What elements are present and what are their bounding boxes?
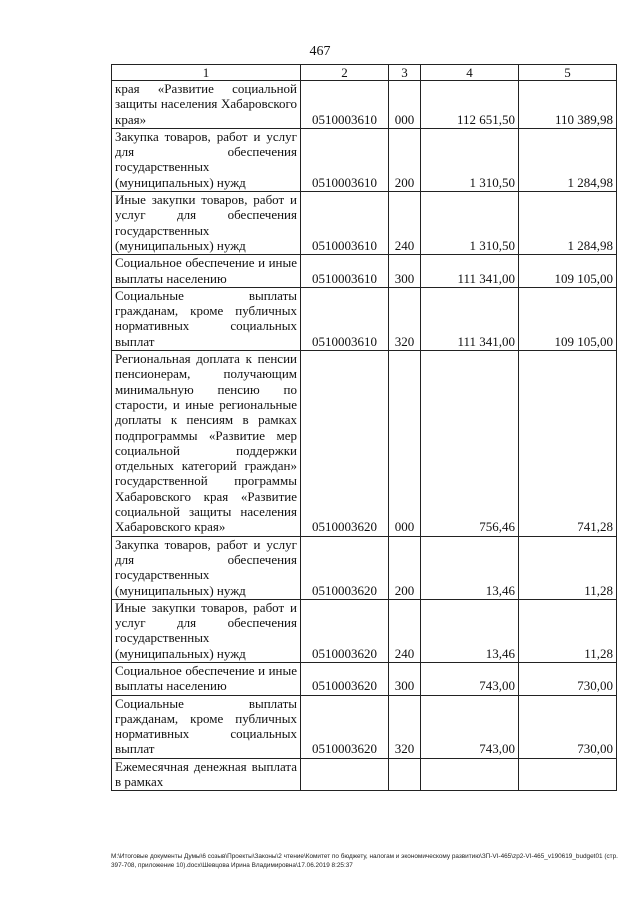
table-row xyxy=(112,255,617,288)
document-file-path: M:\Итоговые документы Думы\6 созыв\Проекты\Законы\2 чтение\Комитет по бюджету, налогам и экономическому развитию\ЗП-VI-465\zp2-VI-465_v190619_budget01 (стр.397-708, приложение 10).docx\Шевцова Ирина Владимировна\17.06.2019 8:25:37 xyxy=(111,853,618,869)
row-value-2020: 11,28 xyxy=(519,536,617,599)
row-code xyxy=(301,758,389,791)
row-code: 0510003620 xyxy=(301,536,389,599)
table-row xyxy=(112,758,617,791)
row-value-2019: 112 651,50 xyxy=(421,81,519,129)
row-name: Иные закупки товаров, работ и услуг для обеспечения государственных (муниципальных) нужд xyxy=(112,599,301,662)
row-expense-type: 320 xyxy=(389,695,421,758)
table-row xyxy=(112,536,617,599)
row-value-2019 xyxy=(421,758,519,791)
row-name: Социальные выплаты гражданам, кроме публичных нормативных социальных выплат xyxy=(112,695,301,758)
row-name: Социальное обеспечение и иные выплаты населению xyxy=(112,662,301,695)
table-row xyxy=(112,351,617,537)
row-name: края «Развитие социальной защиты населения Хабаровского края» xyxy=(112,81,301,129)
row-name: Иные закупки товаров, работ и услуг для обеспечения государственных (муниципальных) нужд xyxy=(112,192,301,255)
row-expense-type: 300 xyxy=(389,255,421,288)
row-value-2020: 110 389,98 xyxy=(519,81,617,129)
row-name: Ежемесячная денежная выплата в рамках xyxy=(112,758,301,791)
row-value-2020: 1 284,98 xyxy=(519,192,617,255)
row-value-2020: 109 105,00 xyxy=(519,287,617,350)
row-value-2020: 730,00 xyxy=(519,695,617,758)
row-value-2019: 743,00 xyxy=(421,662,519,695)
row-code: 0510003620 xyxy=(301,351,389,537)
row-expense-type: 000 xyxy=(389,351,421,537)
row-code: 0510003620 xyxy=(301,695,389,758)
row-value-2020: 1 284,98 xyxy=(519,128,617,191)
table-row xyxy=(112,287,617,350)
table-row xyxy=(112,128,617,191)
row-code: 0510003610 xyxy=(301,255,389,288)
column-header: 2 xyxy=(301,65,389,81)
row-name: Социальные выплаты гражданам, кроме публичных нормативных социальных выплат xyxy=(112,287,301,350)
row-code: 0510003610 xyxy=(301,287,389,350)
column-header: 3 xyxy=(389,65,421,81)
row-expense-type xyxy=(389,758,421,791)
row-value-2019: 1 310,50 xyxy=(421,192,519,255)
row-value-2019: 111 341,00 xyxy=(421,255,519,288)
table-row xyxy=(112,599,617,662)
row-name: Закупка товаров, работ и услуг для обеспечения государственных (муниципальных) нужд xyxy=(112,128,301,191)
row-value-2020: 109 105,00 xyxy=(519,255,617,288)
column-header: 1 xyxy=(112,65,301,81)
row-value-2019: 743,00 xyxy=(421,695,519,758)
row-code: 0510003620 xyxy=(301,599,389,662)
table-row xyxy=(112,695,617,758)
row-value-2019: 13,46 xyxy=(421,599,519,662)
row-value-2020: 741,28 xyxy=(519,351,617,537)
row-value-2019: 756,46 xyxy=(421,351,519,537)
row-code: 0510003610 xyxy=(301,81,389,129)
row-expense-type: 200 xyxy=(389,536,421,599)
row-value-2020: 11,28 xyxy=(519,599,617,662)
row-expense-type: 200 xyxy=(389,128,421,191)
row-value-2019: 13,46 xyxy=(421,536,519,599)
row-name: Региональная доплата к пенсии пенсионерам, получающим минимальную пенсию по старости, и иные региональные доплаты к пенсиям в рамках подпрограммы «Развитие мер социальной поддержки отдельных категорий граждан» государственной программы Хабаровского края «Развитие социальной защиты населения Хабаровского края» xyxy=(112,351,301,537)
table-row xyxy=(112,662,617,695)
table-row xyxy=(112,192,617,255)
page-number: 467 xyxy=(309,44,331,59)
row-name: Социальное обеспечение и иные выплаты населению xyxy=(112,255,301,288)
row-code: 0510003620 xyxy=(301,662,389,695)
row-expense-type: 240 xyxy=(389,192,421,255)
column-header: 4 xyxy=(421,65,519,81)
column-header: 5 xyxy=(519,65,617,81)
table-header-row xyxy=(112,65,617,81)
row-expense-type: 240 xyxy=(389,599,421,662)
row-expense-type: 320 xyxy=(389,287,421,350)
row-value-2020: 730,00 xyxy=(519,662,617,695)
row-value-2019: 111 341,00 xyxy=(421,287,519,350)
row-code: 0510003610 xyxy=(301,192,389,255)
row-expense-type: 000 xyxy=(389,81,421,129)
row-name: Закупка товаров, работ и услуг для обеспечения государственных (муниципальных) нужд xyxy=(112,536,301,599)
row-value-2019: 1 310,50 xyxy=(421,128,519,191)
row-expense-type: 300 xyxy=(389,662,421,695)
table-row xyxy=(112,81,617,129)
row-code: 0510003610 xyxy=(301,128,389,191)
budget-table xyxy=(111,64,617,791)
row-value-2020 xyxy=(519,758,617,791)
